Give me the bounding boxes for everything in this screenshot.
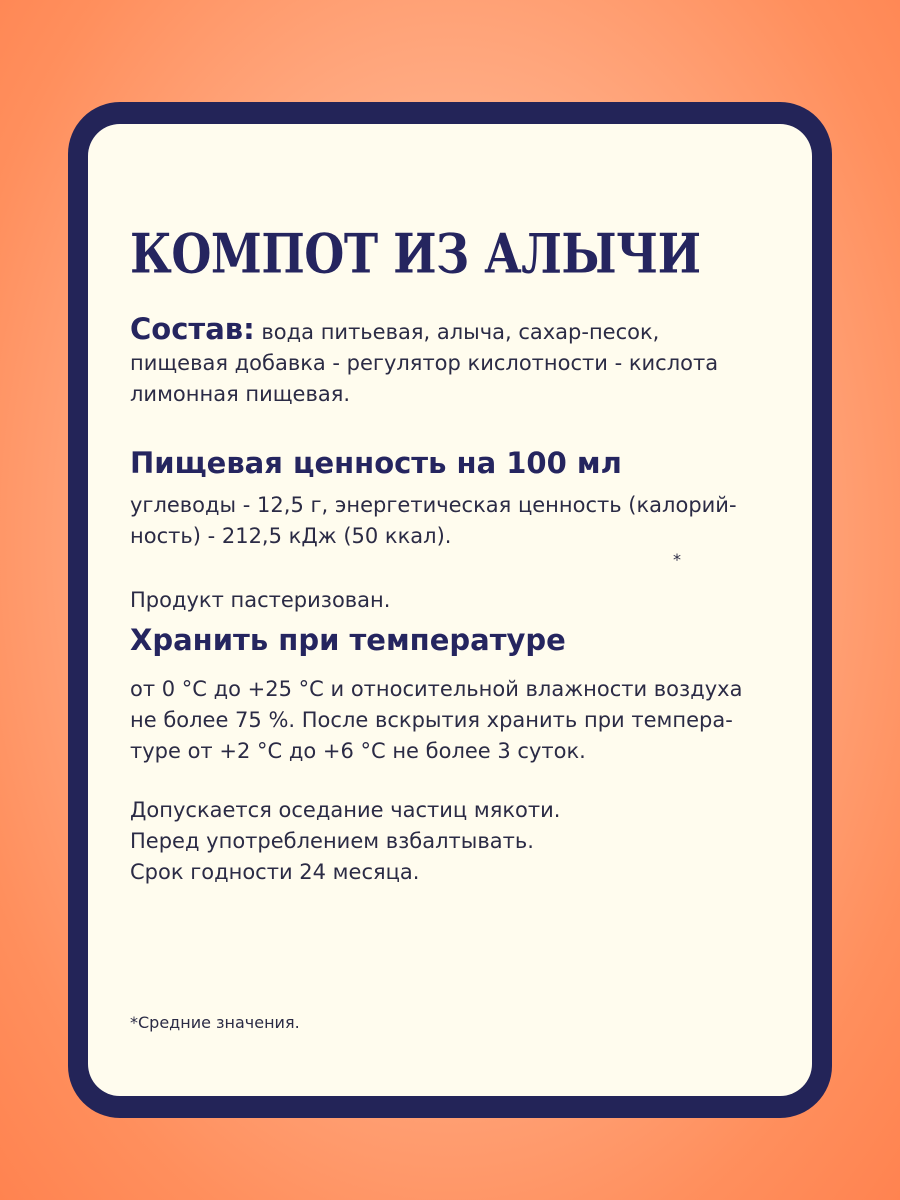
nutrition-heading: Пищевая ценность на 100 мл [130, 446, 622, 480]
nutrition-text: углеводы - 12,5 г, энергетическая ценность (калорий- ность) - 212,5 кДж (50 ккал). [130, 493, 737, 548]
storage-heading: Хранить при температуре [130, 623, 566, 657]
composition-block [130, 314, 790, 410]
footnote: *Средние значения. [130, 1013, 300, 1032]
pasteurized-text: Продукт пастеризован. [130, 588, 391, 612]
notes-text: Допускается оседание частиц мякоти. Перед употреблением взбалтывать. Срок годности 24 месяца. [130, 798, 561, 884]
nutrition-asterisk: * [673, 550, 681, 569]
product-title: КОМПОТ ИЗ АЛЫЧИ [130, 222, 701, 286]
composition-label: Состав: [130, 312, 255, 346]
storage-text: от 0 °С до +25 °С и относительной влажности воздуха не более 75 %. После вскрытия хранить при темпера- туре от +2 °С до +6 °С не более 3 суток. [130, 677, 743, 763]
composition-text: вода питьевая, алыча, сахар-песок, пищевая добавка - регулятор кислотности - кислота лимонная пищевая. [130, 320, 719, 406]
